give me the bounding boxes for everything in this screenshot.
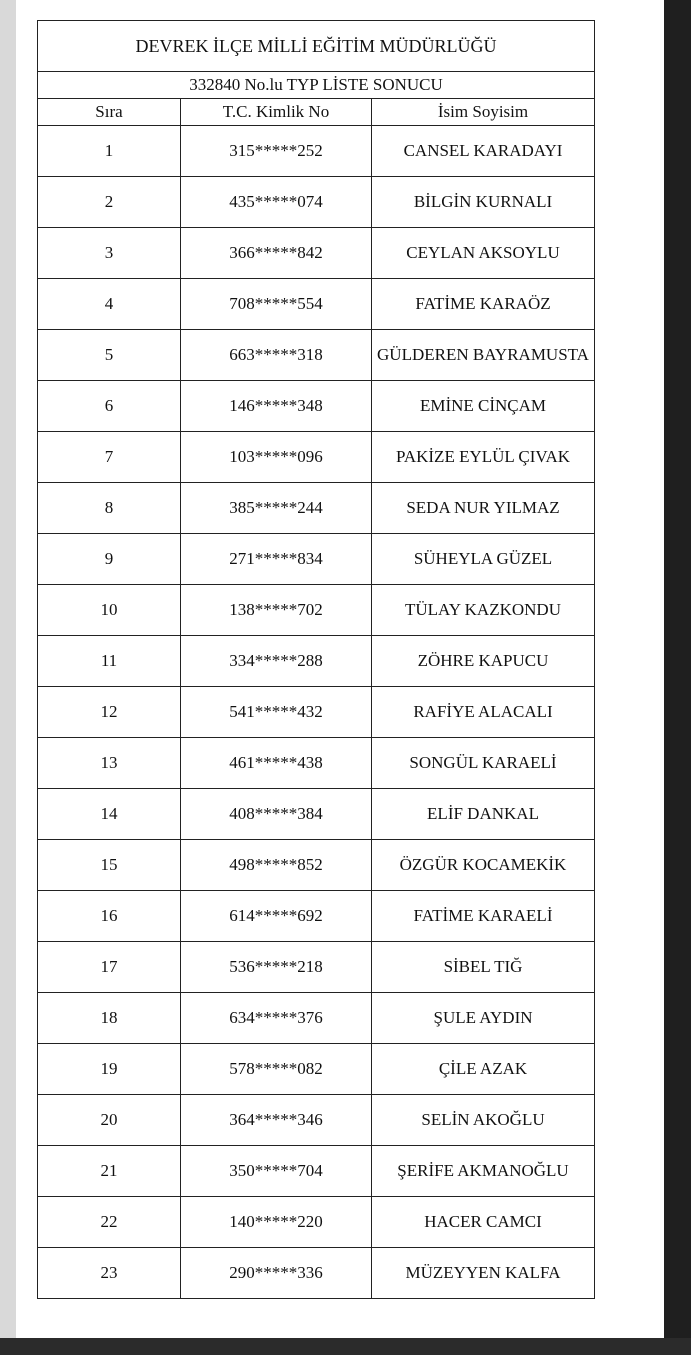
cell-sira: 13 — [38, 738, 181, 789]
document-page — [16, 0, 664, 1338]
table-row — [38, 228, 595, 279]
column-header-sira: Sıra — [38, 99, 181, 126]
cell-sira: 5 — [38, 330, 181, 381]
table-row — [38, 381, 595, 432]
column-header-name: İsim Soyisim — [372, 99, 595, 126]
table-row — [38, 483, 595, 534]
cell-tc: 138*****702 — [181, 585, 372, 636]
cell-name: GÜLDEREN BAYRAMUSTA — [372, 330, 595, 381]
table-row — [38, 177, 595, 228]
cell-sira: 23 — [38, 1248, 181, 1299]
cell-name: SEDA NUR YILMAZ — [372, 483, 595, 534]
cell-sira: 21 — [38, 1146, 181, 1197]
cell-tc: 366*****842 — [181, 228, 372, 279]
cell-sira: 3 — [38, 228, 181, 279]
cell-name: FATİME KARAELİ — [372, 891, 595, 942]
cell-name: CANSEL KARADAYI — [372, 126, 595, 177]
document-subtitle: 332840 No.lu TYP LİSTE SONUCU — [38, 72, 595, 99]
cell-name: ŞULE AYDIN — [372, 993, 595, 1044]
table-row — [38, 687, 595, 738]
cell-tc: 271*****834 — [181, 534, 372, 585]
cell-name: ŞERİFE AKMANOĞLU — [372, 1146, 595, 1197]
cell-sira: 1 — [38, 126, 181, 177]
cell-name: ELİF DANKAL — [372, 789, 595, 840]
cell-name: SİBEL TIĞ — [372, 942, 595, 993]
table-row — [38, 534, 595, 585]
cell-tc: 461*****438 — [181, 738, 372, 789]
cell-sira: 2 — [38, 177, 181, 228]
cell-sira: 15 — [38, 840, 181, 891]
cell-name: FATİME KARAÖZ — [372, 279, 595, 330]
cell-tc: 578*****082 — [181, 1044, 372, 1095]
column-header-tc: T.C. Kimlik No — [181, 99, 372, 126]
table-row — [38, 636, 595, 687]
cell-sira: 6 — [38, 381, 181, 432]
subtitle-row — [38, 72, 595, 99]
cell-tc: 498*****852 — [181, 840, 372, 891]
table-row — [38, 1095, 595, 1146]
table-row — [38, 993, 595, 1044]
table-row — [38, 1044, 595, 1095]
cell-tc: 364*****346 — [181, 1095, 372, 1146]
cell-tc: 290*****336 — [181, 1248, 372, 1299]
header-row — [38, 99, 595, 126]
table-row — [38, 1146, 595, 1197]
cell-name: PAKİZE EYLÜL ÇIVAK — [372, 432, 595, 483]
cell-name: HACER CAMCI — [372, 1197, 595, 1248]
cell-tc: 708*****554 — [181, 279, 372, 330]
cell-sira: 14 — [38, 789, 181, 840]
table-row — [38, 1248, 595, 1299]
background-page-edge — [0, 0, 16, 1355]
cell-tc: 634*****376 — [181, 993, 372, 1044]
cell-name: ZÖHRE KAPUCU — [372, 636, 595, 687]
cell-sira: 19 — [38, 1044, 181, 1095]
cell-name: TÜLAY KAZKONDU — [372, 585, 595, 636]
cell-sira: 8 — [38, 483, 181, 534]
right-shadow — [664, 0, 691, 1355]
cell-sira: 11 — [38, 636, 181, 687]
cell-name: SONGÜL KARAELİ — [372, 738, 595, 789]
cell-name: MÜZEYYEN KALFA — [372, 1248, 595, 1299]
cell-tc: 614*****692 — [181, 891, 372, 942]
cell-name: ÖZGÜR KOCAMEKİK — [372, 840, 595, 891]
cell-name: ÇİLE AZAK — [372, 1044, 595, 1095]
table-row — [38, 891, 595, 942]
cell-tc: 334*****288 — [181, 636, 372, 687]
table-row — [38, 330, 595, 381]
cell-tc: 385*****244 — [181, 483, 372, 534]
table-row — [38, 1197, 595, 1248]
cell-tc: 435*****074 — [181, 177, 372, 228]
cell-name: CEYLAN AKSOYLU — [372, 228, 595, 279]
cell-tc: 140*****220 — [181, 1197, 372, 1248]
cell-sira: 9 — [38, 534, 181, 585]
cell-tc: 663*****318 — [181, 330, 372, 381]
result-table — [37, 20, 595, 1299]
table-row — [38, 585, 595, 636]
table-row — [38, 738, 595, 789]
title-row — [38, 21, 595, 72]
cell-sira: 22 — [38, 1197, 181, 1248]
cell-sira: 18 — [38, 993, 181, 1044]
cell-sira: 7 — [38, 432, 181, 483]
cell-sira: 16 — [38, 891, 181, 942]
cell-tc: 541*****432 — [181, 687, 372, 738]
cell-tc: 350*****704 — [181, 1146, 372, 1197]
table-row — [38, 126, 595, 177]
cell-sira: 20 — [38, 1095, 181, 1146]
table-row — [38, 942, 595, 993]
cell-tc: 536*****218 — [181, 942, 372, 993]
cell-name: SELİN AKOĞLU — [372, 1095, 595, 1146]
table-row — [38, 279, 595, 330]
table-row — [38, 432, 595, 483]
table-row — [38, 789, 595, 840]
cell-tc: 315*****252 — [181, 126, 372, 177]
cell-sira: 4 — [38, 279, 181, 330]
table-row — [38, 840, 595, 891]
cell-sira: 17 — [38, 942, 181, 993]
cell-sira: 12 — [38, 687, 181, 738]
cell-name: EMİNE CİNÇAM — [372, 381, 595, 432]
cell-name: RAFİYE ALACALI — [372, 687, 595, 738]
cell-name: SÜHEYLA GÜZEL — [372, 534, 595, 585]
cell-tc: 146*****348 — [181, 381, 372, 432]
document-title: DEVREK İLÇE MİLLİ EĞİTİM MÜDÜRLÜĞÜ — [38, 21, 595, 72]
cell-name: BİLGİN KURNALI — [372, 177, 595, 228]
cell-tc: 103*****096 — [181, 432, 372, 483]
cell-tc: 408*****384 — [181, 789, 372, 840]
cell-sira: 10 — [38, 585, 181, 636]
bottom-strip — [0, 1338, 691, 1355]
